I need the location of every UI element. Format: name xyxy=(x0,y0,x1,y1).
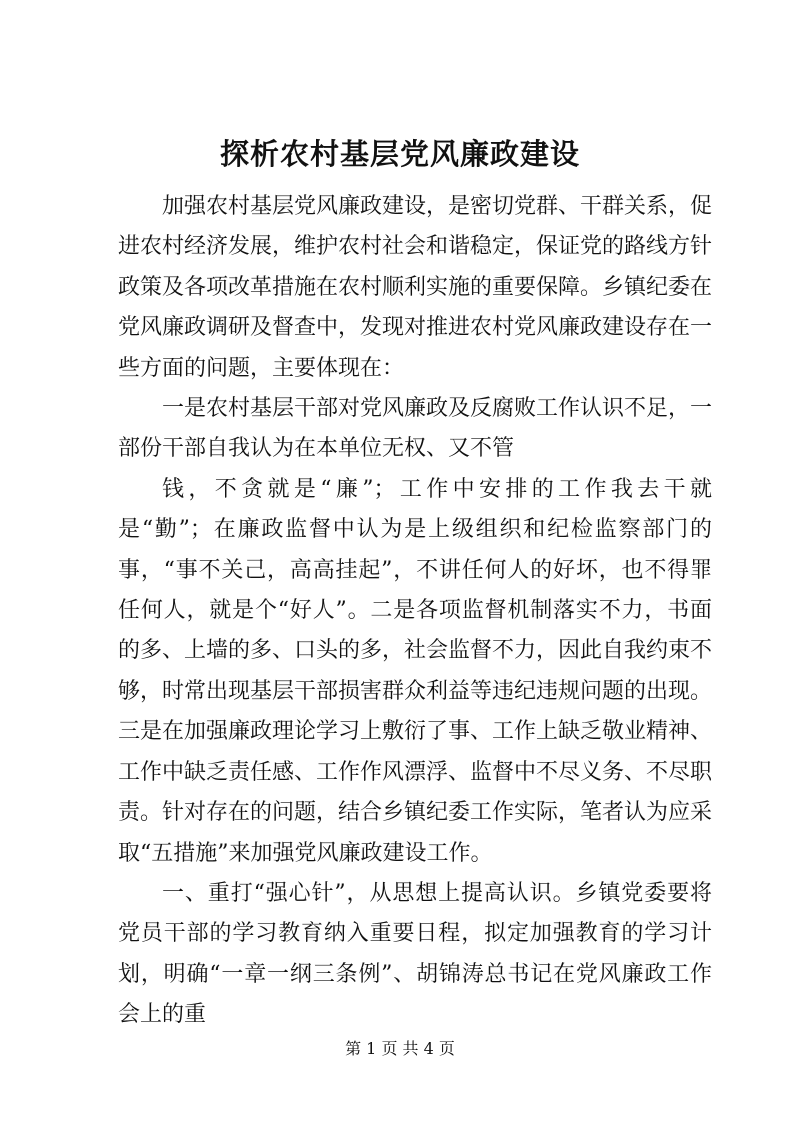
paragraph-measure-one: 一、重打“强心针”，从思想上提高认识。乡镇党委要将党员干部的学习教育纳入重要日程，拟定加强教育的学习计划，明确“一章一纲三条例”、胡锦涛总书记在党风廉政工作会上的重 xyxy=(118,880,712,1028)
document-body xyxy=(118,187,712,1036)
paragraph-point-one: 一是农村基层干部对党风廉政及反腐败工作认识不足，一部份干部自我认为在本单位无权、又不管 xyxy=(118,396,713,462)
page-number-footer: 第 1 页 共 4 页 xyxy=(345,1039,455,1058)
document-title: 探析农村基层党风廉政建设 xyxy=(219,137,580,171)
paragraph-intro: 加强农村基层党风廉政建设，是密切党群、干群关系，促进农村经济发展，维护农村社会和谐稳定，保证党的路线方针政策及各项改革措施在农村顺利实施的重要保障。乡镇纪委在党风廉政调研及督查中，发现对推进农村党风廉政建设存在一些方面的问题，主要体现在： xyxy=(118,194,713,381)
paragraph-continuation: 钱，不贪就是“廉”；工作中安排的工作我去干就是“勤”；在廉政监督中认为是上级组织和纪检监察部门的事，“事不关己，高高挂起”，不讲任何人的好坏，也不得罪任何人，就是个“好人”。二是各项监督机制落实不力，书面的多、上墙的多、口头的多，社会监督不力，因此自我约束不够，时常出现基层干部损害群众利益等违纪违规问题的出现。三是在加强廉政理论学习上敷衍了事、工作上缺乏敬业精神、工作中缺乏责任感、工作作风漂浮、监督中不尽义务、不尽职责。针对存在的问题，结合乡镇纪委工作实际，笔者认为应采取“五措施”来加强党风廉政建设工作。 xyxy=(118,476,713,866)
